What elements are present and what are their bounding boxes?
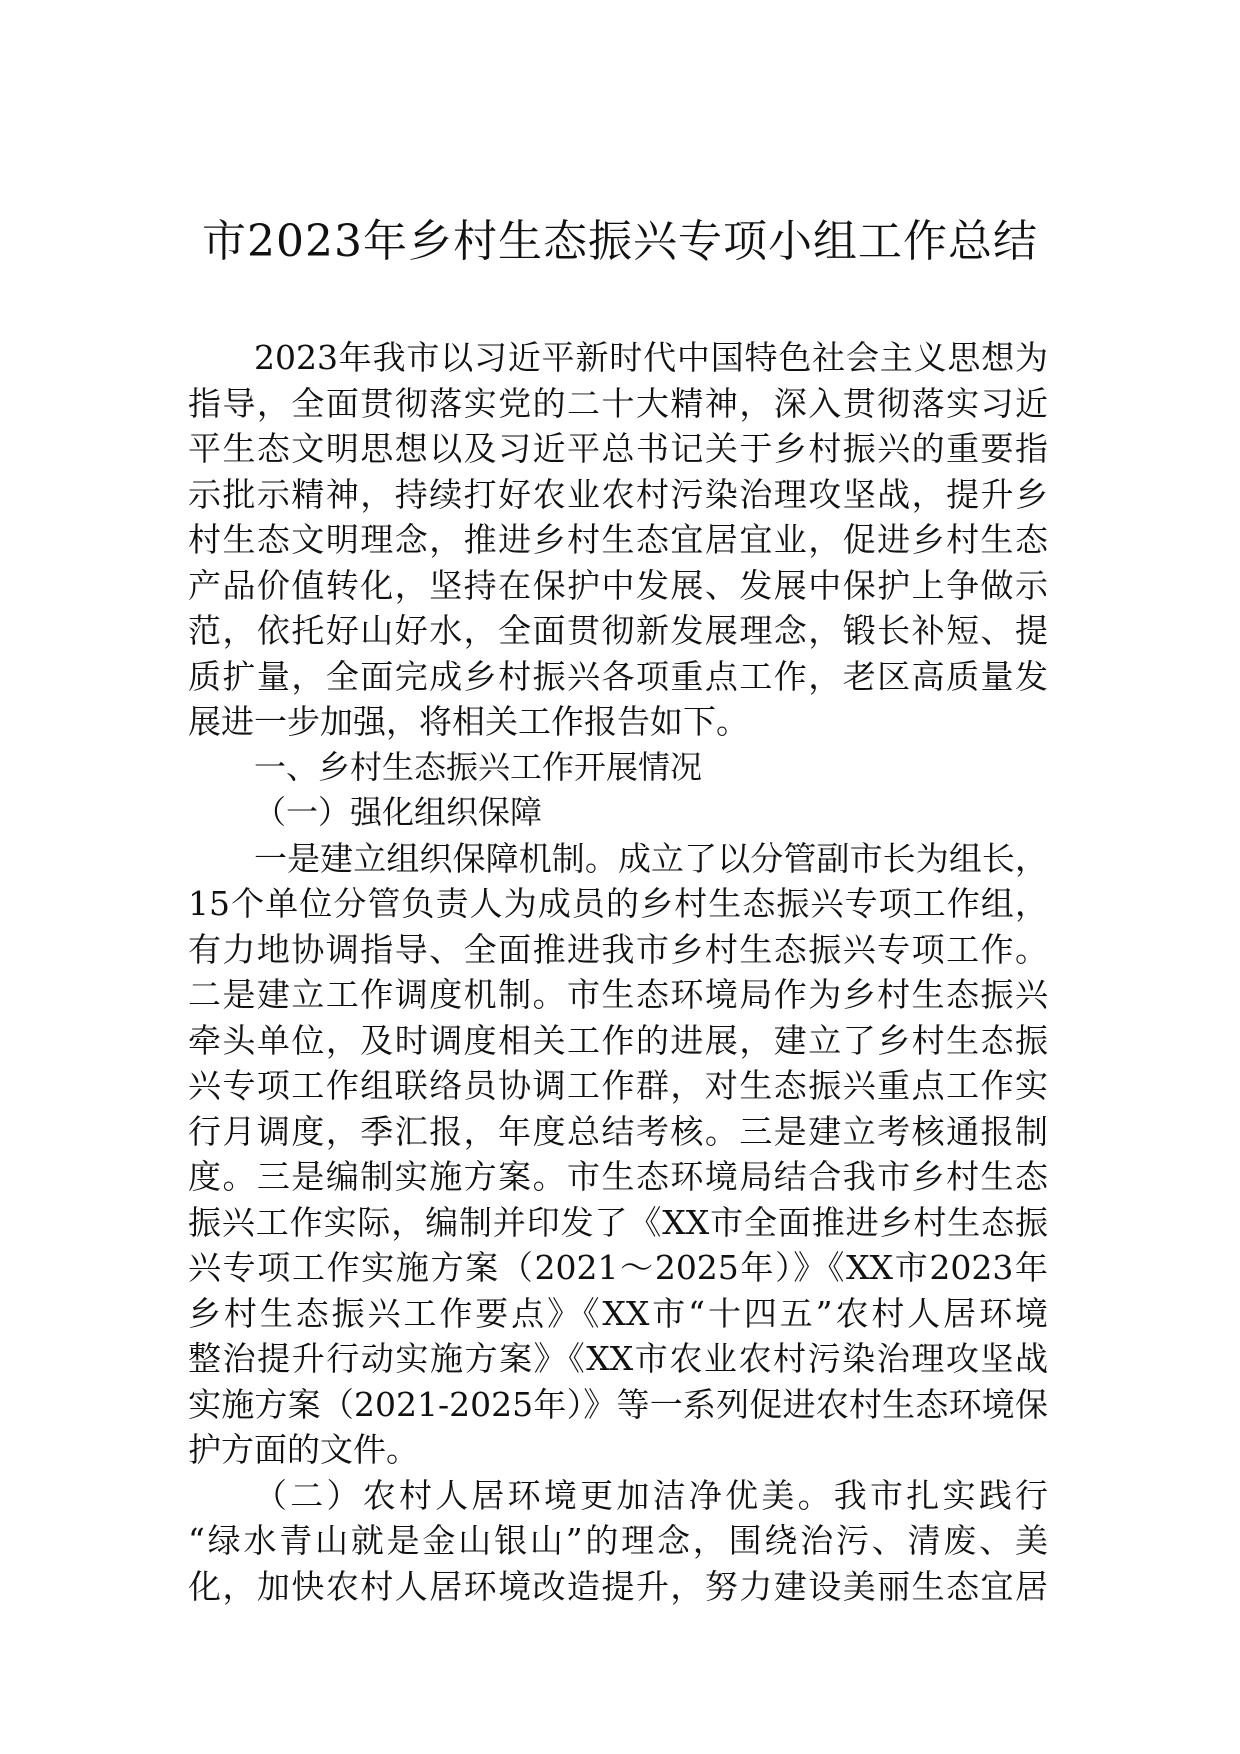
paragraph-line: 有力地协调指导、全面推进我市乡村生态振兴专项工作。 [188, 929, 1048, 969]
paragraph-line: 兴专项工作组联络员协调工作群，对生态振兴重点工作实 [188, 1066, 1048, 1105]
paragraph-line: “绿水青山就是金山银山”的理念，围绕治污、清废、美 [188, 1521, 1048, 1560]
paragraph-line: 展进一步加强，将相关工作报告如下。 [188, 702, 749, 741]
paragraph-line: 乡村生态振兴工作要点》《XX市“十四五”农村人居环境 [188, 1293, 1048, 1333]
paragraph-line: 15个单位分管负责人为成员的乡村生态振兴专项工作组， [188, 884, 1048, 923]
paragraph-line: 行月调度，季汇报，年度总结考核。三是建立考核通报制 [188, 1111, 1048, 1151]
paragraph-line: 振兴工作实际，编制并印发了《XX市全面推进乡村生态振 [188, 1202, 1048, 1242]
paragraph-line: 范，依托好山好水，全面贯彻新发展理念，锻长补短、提 [188, 611, 1048, 650]
subsection-heading: （一）强化组织保障 [254, 793, 543, 831]
paragraph-line: 平生态文明思想以及习近平总书记关于乡村振兴的重要指 [188, 429, 1048, 468]
paragraph-line: 牵头单位，及时调度相关工作的进展，建立了乡村生态振 [188, 1020, 1048, 1060]
paragraph-line: 产品价值转化，坚持在保护中发展、发展中保护上争做示 [188, 565, 1048, 605]
paragraph-line: （二）农村人居环境更加洁净优美。我市扎实践行 [254, 1475, 1048, 1515]
paragraph-line: 2023年我市以习近平新时代中国特色社会主义思想为 [254, 338, 1048, 377]
paragraph-line: 整治提升行动实施方案》《XX市农业农村污染治理攻坚战 [188, 1339, 1048, 1378]
paragraph-line: 二是建立工作调度机制。市生态环境局作为乡村生态振兴 [188, 975, 1048, 1014]
paragraph-line: 村生态文明理念，推进乡村生态宜居宜业，促进乡村生态 [188, 520, 1048, 559]
paragraph-line: 度。三是编制实施方案。市生态环境局结合我市乡村生态 [188, 1157, 1048, 1196]
paragraph-line: 指导，全面贯彻落实党的二十大精神，深入贯彻落实习近 [188, 383, 1048, 423]
paragraph-line: 化，加快农村人居环境改造提升，努力建设美丽生态宜居 [188, 1566, 1048, 1606]
document-body [188, 335, 1048, 1609]
paragraph-line: 一是建立组织保障机制。成立了以分管副市长为组长， [254, 838, 1048, 878]
paragraph-line: 示批示精神，持续打好农业农村污染治理攻坚战，提升乡 [188, 474, 1048, 514]
paragraph-line: 兴专项工作实施方案（2021～2025年）》《XX市2023年 [188, 1248, 1048, 1287]
paragraph-line: 质扩量，全面完成乡村振兴各项重点工作，老区高质量发 [188, 656, 1048, 696]
paragraph-line: 实施方案（2021-2025年）》等一系列促进农村生态环境保 [188, 1384, 1048, 1424]
section-heading: 一、乡村生态振兴工作开展情况 [254, 747, 703, 786]
document-title: 市2023年乡村生态振兴专项小组工作总结 [202, 216, 1038, 267]
paragraph-line: 护方面的文件。 [188, 1430, 419, 1469]
